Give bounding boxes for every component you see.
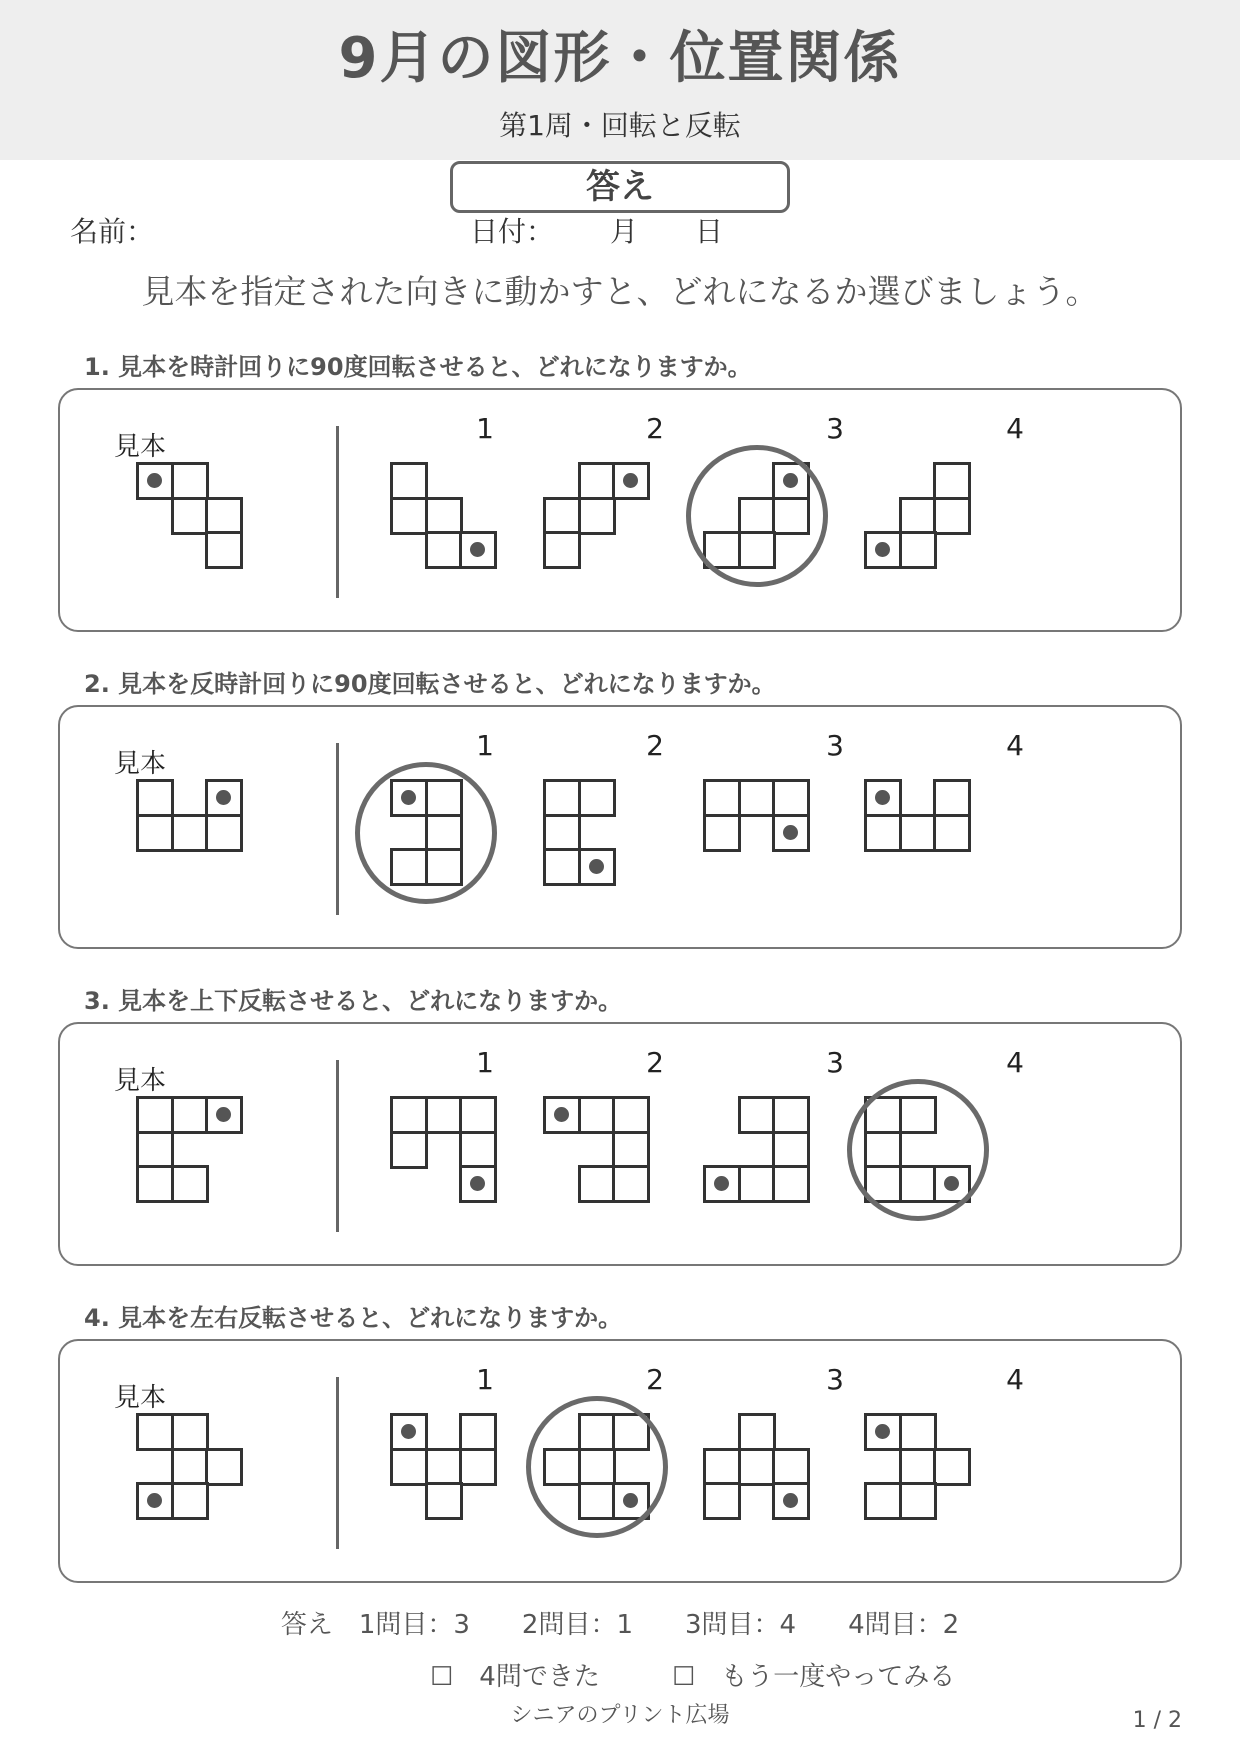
sample-label: 見本: [114, 432, 167, 462]
marked-square: [136, 462, 174, 500]
option-piece-2[interactable]: [543, 779, 616, 886]
marked-square: [772, 1482, 810, 1520]
date-month-label: 月: [610, 215, 639, 248]
square: [612, 1096, 650, 1134]
square: [205, 814, 243, 852]
answer-key: 答え 1問目：3 2問目：1 3問目：4 4問目：2: [280, 1610, 960, 1640]
checkbox-retry[interactable]: ☐ もう一度やってみる: [672, 1662, 956, 1692]
answer-circle: [686, 445, 828, 587]
marked-square: [578, 848, 616, 886]
sample-label: 見本: [114, 749, 167, 779]
divider: [336, 1377, 339, 1549]
sample-piece: [136, 779, 243, 852]
divider: [336, 743, 339, 915]
square: [772, 779, 810, 817]
square: [171, 497, 209, 535]
square: [864, 814, 902, 852]
question-box: [58, 1022, 1182, 1266]
square: [205, 497, 243, 535]
option-number: 4: [1006, 1363, 1024, 1396]
marked-square: [612, 462, 650, 500]
divider: [336, 1060, 339, 1232]
option-number: 1: [476, 1046, 494, 1079]
square: [899, 1413, 937, 1451]
marked-square: [864, 531, 902, 569]
option-piece-4[interactable]: [864, 779, 971, 852]
option-number: 1: [476, 729, 494, 762]
square: [425, 1096, 463, 1134]
square: [171, 462, 209, 500]
option-number: 1: [476, 1363, 494, 1396]
square: [772, 1131, 810, 1169]
square: [390, 1131, 428, 1169]
page-subtitle: 第1周・回転と反転: [499, 109, 741, 142]
answer-circle: [526, 1396, 668, 1538]
question-heading: 1. 見本を時計回りに90度回転させると、どれになりますか。: [84, 353, 752, 381]
option-number: 2: [646, 412, 664, 445]
square: [459, 1413, 497, 1451]
square: [864, 1482, 902, 1520]
square: [933, 1448, 971, 1486]
square: [772, 1165, 810, 1203]
square: [543, 531, 581, 569]
square: [459, 1096, 497, 1134]
square: [171, 1413, 209, 1451]
square: [899, 497, 937, 535]
square: [738, 1096, 776, 1134]
page-number: 1 / 2: [1132, 1708, 1182, 1733]
option-piece-1[interactable]: [390, 1413, 497, 1520]
question-heading: 4. 見本を左右反転させると、どれになりますか。: [84, 1304, 623, 1332]
square: [772, 1096, 810, 1134]
square: [899, 1482, 937, 1520]
square: [205, 1448, 243, 1486]
square: [578, 462, 616, 500]
marked-square: [136, 1482, 174, 1520]
question-box: [58, 1339, 1182, 1583]
square: [738, 1448, 776, 1486]
date-label: 日付：: [470, 215, 555, 248]
option-piece-4[interactable]: [864, 462, 971, 569]
option-piece-4[interactable]: [864, 1413, 971, 1520]
marked-square: [864, 779, 902, 817]
square: [459, 1131, 497, 1169]
square: [136, 814, 174, 852]
square: [738, 779, 776, 817]
option-number: 4: [1006, 1046, 1024, 1079]
option-piece-3[interactable]: [703, 1413, 810, 1520]
option-piece-2[interactable]: [543, 462, 650, 569]
marked-square: [459, 531, 497, 569]
square: [578, 779, 616, 817]
square: [171, 1482, 209, 1520]
square: [390, 462, 428, 500]
square: [703, 814, 741, 852]
square: [390, 1096, 428, 1134]
option-number: 4: [1006, 412, 1024, 445]
option-number: 2: [646, 1363, 664, 1396]
square: [933, 779, 971, 817]
marked-square: [543, 1096, 581, 1134]
square: [738, 1165, 776, 1203]
answer-circle: [847, 1079, 989, 1221]
square: [136, 1131, 174, 1169]
square: [425, 497, 463, 535]
sample-label: 見本: [114, 1383, 167, 1413]
question-heading: 3. 見本を上下反転させると、どれになりますか。: [84, 987, 623, 1015]
square: [459, 1448, 497, 1486]
square: [899, 531, 937, 569]
footer-site-name: シニアのプリント広場: [510, 1703, 730, 1728]
square: [171, 1096, 209, 1134]
option-piece-3[interactable]: [703, 1096, 810, 1203]
square: [136, 779, 174, 817]
square: [933, 814, 971, 852]
sample-piece: [136, 1096, 243, 1203]
square: [543, 848, 581, 886]
square: [171, 814, 209, 852]
option-number: 3: [826, 1363, 844, 1396]
page-title: 9月の図形・位置関係: [338, 26, 902, 91]
square: [933, 462, 971, 500]
option-piece-2[interactable]: [543, 1096, 650, 1203]
option-number: 3: [826, 1046, 844, 1079]
divider: [336, 426, 339, 598]
square: [578, 1165, 616, 1203]
marked-square: [205, 1096, 243, 1134]
date-day-label: 日: [695, 215, 724, 248]
square: [772, 1448, 810, 1486]
option-number: 3: [826, 729, 844, 762]
square: [703, 779, 741, 817]
square: [703, 1448, 741, 1486]
option-piece-1[interactable]: [390, 1096, 497, 1203]
square: [738, 1413, 776, 1451]
marked-square: [459, 1165, 497, 1203]
square: [171, 1448, 209, 1486]
square: [612, 1131, 650, 1169]
square: [933, 497, 971, 535]
square: [390, 497, 428, 535]
square: [703, 1482, 741, 1520]
option-piece-1[interactable]: [390, 462, 497, 569]
option-number: 2: [646, 1046, 664, 1079]
square: [543, 779, 581, 817]
marked-square: [772, 814, 810, 852]
square: [899, 814, 937, 852]
answer-circle: [355, 762, 497, 904]
square: [205, 531, 243, 569]
marked-square: [205, 779, 243, 817]
marked-square: [390, 1413, 428, 1451]
answer-tag: 答え: [450, 161, 790, 213]
square: [425, 531, 463, 569]
question-box: [58, 705, 1182, 949]
sample-piece: [136, 1413, 243, 1520]
marked-square: [864, 1413, 902, 1451]
option-number: 2: [646, 729, 664, 762]
question-box: [58, 388, 1182, 632]
name-label: 名前：: [70, 215, 155, 248]
square: [136, 1413, 174, 1451]
square: [136, 1165, 174, 1203]
option-number: 3: [826, 412, 844, 445]
option-number: 4: [1006, 729, 1024, 762]
square: [171, 1165, 209, 1203]
square: [425, 1482, 463, 1520]
square: [578, 1096, 616, 1134]
square: [390, 1448, 428, 1486]
sample-piece: [136, 462, 243, 569]
square: [136, 1096, 174, 1134]
option-piece-3[interactable]: [703, 779, 810, 852]
square: [425, 1448, 463, 1486]
square: [612, 1165, 650, 1203]
sample-label: 見本: [114, 1066, 167, 1096]
square: [578, 497, 616, 535]
question-heading: 2. 見本を反時計回りに90度回転させると、どれになりますか。: [84, 670, 776, 698]
option-number: 1: [476, 412, 494, 445]
marked-square: [703, 1165, 741, 1203]
square: [543, 814, 581, 852]
square: [899, 1448, 937, 1486]
instruction: 見本を指定された向きに動かすと、どれになるか選びましょう。: [141, 272, 1099, 311]
checkbox-done[interactable]: ☐ 4問できた: [430, 1662, 600, 1692]
square: [543, 497, 581, 535]
